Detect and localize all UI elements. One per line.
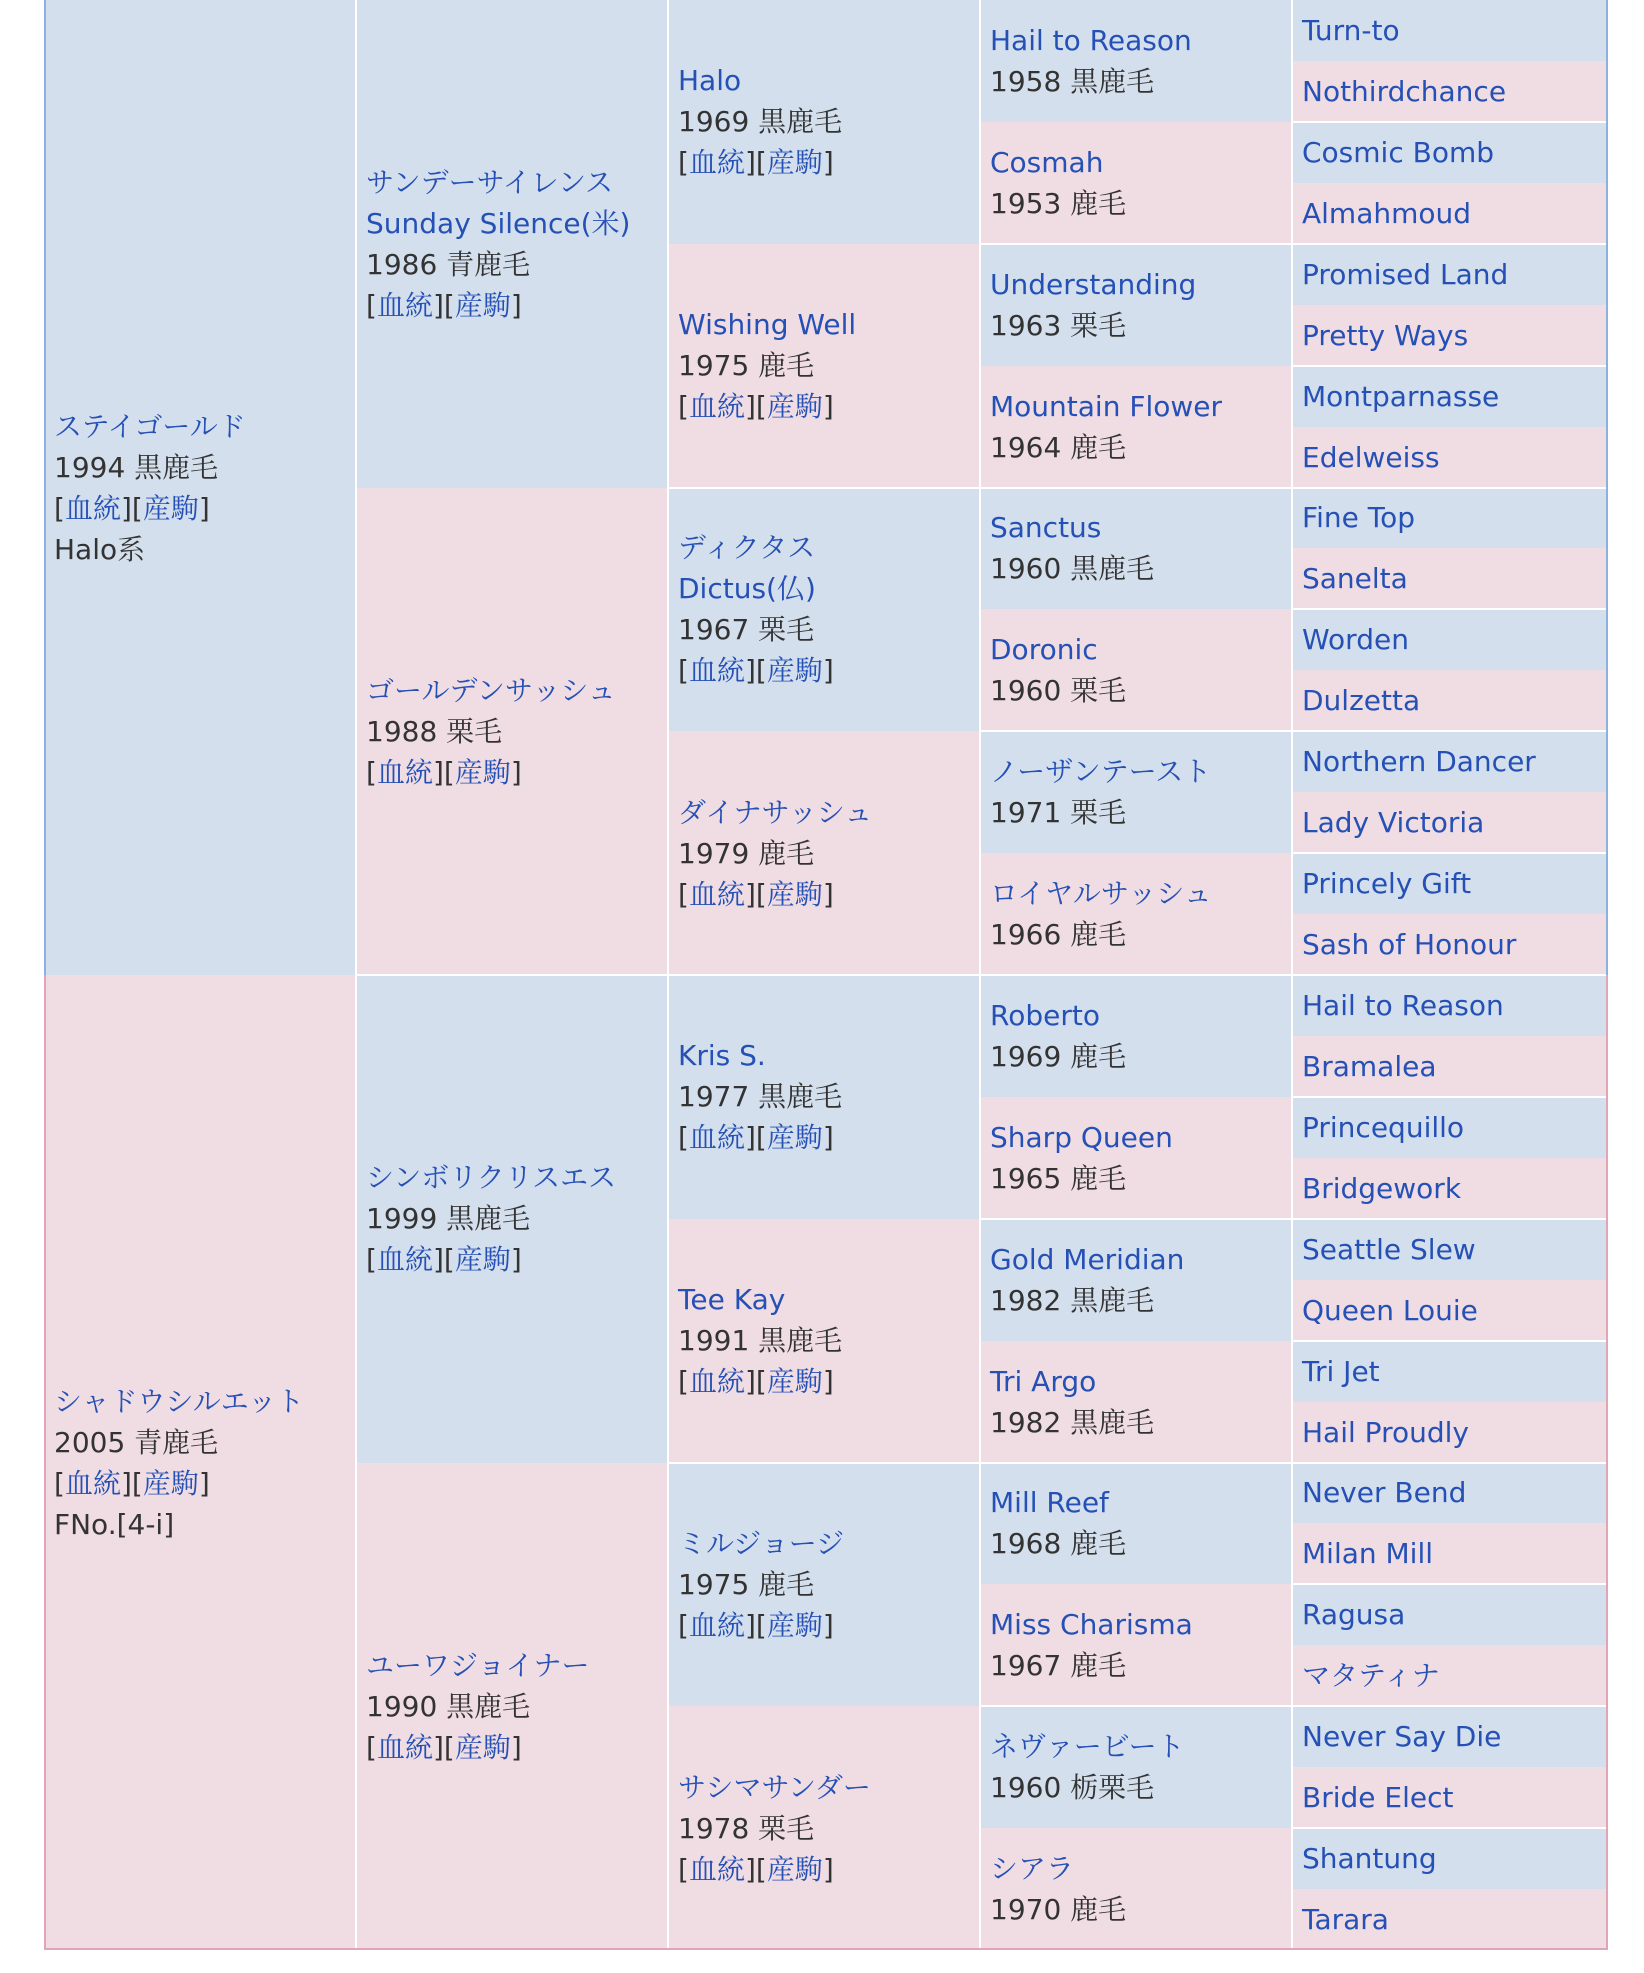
horse-name-link[interactable]: Edelweiss	[1302, 440, 1440, 474]
bracket-close: ][	[432, 1730, 455, 1764]
horse-birth-year-color: 1967 栗毛	[678, 613, 815, 647]
horse-cell-gen1	[44, 0, 356, 975]
horse-cell-gen5	[1292, 1402, 1608, 1463]
horse-links	[54, 488, 356, 529]
horse-birth-year-color: 1977 黒鹿毛	[678, 1080, 843, 1114]
horse-name-link[interactable]: Roberto	[990, 998, 1100, 1032]
horse-birth-year-color: 1975 鹿毛	[678, 349, 815, 383]
progeny-link[interactable]: 産駒	[766, 877, 823, 911]
progeny-link[interactable]: 産駒	[454, 288, 511, 322]
bracket-close: ]	[822, 654, 834, 688]
bracket-close: ]	[822, 390, 834, 424]
horse-name-link[interactable]: ネヴァービート	[990, 1730, 1185, 1764]
bracket-open: [	[54, 1466, 65, 1500]
lineage-link[interactable]: 血統	[688, 1852, 745, 1886]
horse-name-link[interactable]: ユーワジョイナー	[366, 1648, 590, 1682]
bracket-open: [	[678, 146, 689, 180]
row-divider	[1292, 1462, 1608, 1464]
horse-cell-gen5	[1292, 61, 1608, 122]
horse-birth-year-color: 1988 栗毛	[366, 714, 503, 748]
row-divider	[1292, 1340, 1608, 1342]
progeny-link[interactable]: 産駒	[454, 1243, 511, 1277]
horse-birth-year-color: 1999 黒鹿毛	[366, 1202, 531, 1236]
horse-cell-gen5	[1292, 731, 1608, 792]
horse-cell-gen5	[1292, 1584, 1608, 1645]
horse-links	[678, 1361, 980, 1402]
horse-name-link[interactable]: Fine Top	[1302, 501, 1415, 535]
progeny-link[interactable]: 産駒	[766, 1852, 823, 1886]
horse-cell-gen5	[1292, 244, 1608, 305]
bracket-close: ]	[510, 755, 522, 789]
horse-name-link[interactable]: ノーザンテースト	[990, 755, 1212, 789]
horse-name-link[interactable]: Dulzetta	[1302, 684, 1421, 718]
horse-cell-gen2	[356, 488, 668, 976]
horse-cell-gen1	[44, 975, 356, 1950]
horse-name-link[interactable]: ステイゴールド	[54, 409, 246, 443]
bracket-close: ][	[432, 1243, 455, 1277]
horse-name-link[interactable]: Kris S.	[678, 1039, 766, 1073]
horse-birth-year-color: 2005 青鹿毛	[54, 1425, 219, 1459]
horse-cell-gen3	[668, 731, 980, 975]
horse-cell-gen5	[1292, 792, 1608, 853]
horse-name-link[interactable]: Doronic	[990, 633, 1098, 667]
lineage-link[interactable]: 血統	[376, 1730, 433, 1764]
horse-cell-gen3	[668, 1219, 980, 1463]
horse-name-link[interactable]: ダイナサッシュ	[678, 795, 873, 829]
bracket-open: [	[366, 1730, 377, 1764]
horse-name-link[interactable]: Pretty Ways	[1302, 318, 1469, 352]
lineage-link[interactable]: 血統	[376, 288, 433, 322]
row-divider	[1292, 1827, 1608, 1829]
horse-name-link[interactable]: シンボリクリスエス	[366, 1161, 617, 1195]
horse-links	[678, 1849, 980, 1890]
horse-cell-gen4	[980, 488, 1292, 610]
bracket-close: ]	[822, 146, 834, 180]
horse-name-english-link[interactable]: Sunday Silence(米)	[366, 206, 631, 240]
horse-birth-year-color: 1991 黒鹿毛	[678, 1324, 843, 1358]
horse-name-link[interactable]: Shantung	[1302, 1842, 1437, 1876]
bracket-open: [	[678, 654, 689, 688]
horse-birth-year-color: 1953 鹿毛	[990, 186, 1127, 220]
horse-birth-year-color: 1960 黒鹿毛	[990, 552, 1155, 586]
horse-cell-gen5	[1292, 1280, 1608, 1341]
horse-name-link[interactable]: Seattle Slew	[1302, 1232, 1476, 1266]
horse-name-link[interactable]: Montparnasse	[1302, 379, 1500, 413]
horse-cell-gen4	[980, 1097, 1292, 1219]
progeny-link[interactable]: 産駒	[766, 1608, 823, 1642]
horse-cell-gen4	[980, 1584, 1292, 1706]
horse-name-link[interactable]: Cosmic Bomb	[1302, 135, 1495, 169]
horse-birth-year-color: 1970 鹿毛	[990, 1893, 1127, 1927]
horse-birth-year-color: 1982 黒鹿毛	[990, 1283, 1155, 1317]
horse-cell-gen5	[1292, 366, 1608, 427]
horse-note: Halo系	[54, 532, 146, 566]
horse-links	[366, 285, 668, 326]
horse-name-link[interactable]: Hail to Reason	[1302, 988, 1504, 1022]
horse-birth-year-color: 1982 黒鹿毛	[990, 1405, 1155, 1439]
horse-name-link[interactable]: Wishing Well	[678, 308, 857, 342]
lineage-link[interactable]: 血統	[376, 1243, 433, 1277]
horse-birth-year-color: 1968 鹿毛	[990, 1527, 1127, 1561]
horse-cell-gen4	[980, 244, 1292, 366]
bracket-close: ]	[198, 491, 210, 525]
bracket-close: ][	[744, 877, 767, 911]
horse-cell-gen5	[1292, 1097, 1608, 1158]
row-divider	[1292, 974, 1608, 976]
bracket-close: ][	[432, 288, 455, 322]
horse-cell-gen5	[1292, 670, 1608, 731]
horse-name-link[interactable]: Tarara	[1302, 1903, 1389, 1937]
row-divider	[1292, 1218, 1608, 1220]
horse-links	[678, 1117, 980, 1158]
horse-name-link[interactable]: Sanctus	[990, 511, 1102, 545]
horse-birth-year-color: 1967 鹿毛	[990, 1649, 1127, 1683]
horse-cell-gen5	[1292, 122, 1608, 183]
horse-cell-gen5	[1292, 914, 1608, 975]
bracket-open: [	[678, 877, 689, 911]
progeny-link[interactable]: 産駒	[766, 1121, 823, 1155]
lineage-link[interactable]: 血統	[688, 1608, 745, 1642]
row-divider	[1292, 1096, 1608, 1098]
horse-birth-year-color: 1969 鹿毛	[990, 1039, 1127, 1073]
horse-name-link[interactable]: Sash of Honour	[1302, 928, 1517, 962]
horse-cell-gen4	[980, 0, 1292, 122]
horse-cell-gen5	[1292, 1158, 1608, 1219]
horse-cell-gen5	[1292, 1036, 1608, 1097]
horse-birth-year-color: 1979 鹿毛	[678, 836, 815, 870]
bracket-close: ][	[120, 491, 143, 525]
horse-note: FNo.[4-i]	[54, 1507, 175, 1541]
horse-name-link[interactable]: Tri Jet	[1302, 1354, 1380, 1388]
bracket-open: [	[366, 288, 377, 322]
bracket-close: ][	[744, 654, 767, 688]
horse-links	[366, 752, 668, 793]
row-divider	[1292, 730, 1608, 732]
horse-name-link[interactable]: Hail Proudly	[1302, 1415, 1469, 1449]
horse-name-link[interactable]: Cosmah	[990, 145, 1104, 179]
progeny-link[interactable]: 産駒	[766, 146, 823, 180]
horse-birth-year-color: 1963 栗毛	[990, 308, 1127, 342]
horse-cell-gen4	[980, 1341, 1292, 1463]
horse-birth-year-color: 1978 栗毛	[678, 1811, 815, 1845]
horse-cell-gen4	[980, 609, 1292, 731]
horse-name-link[interactable]: ディクタス	[678, 531, 816, 565]
lineage-link[interactable]: 血統	[688, 1365, 745, 1399]
horse-cell-gen5	[1292, 305, 1608, 366]
bracket-open: [	[366, 755, 377, 789]
horse-cell-gen5	[1292, 1889, 1608, 1950]
horse-name-link[interactable]: シアラ	[990, 1852, 1075, 1886]
horse-name-link[interactable]: Understanding	[990, 267, 1197, 301]
bracket-close: ][	[744, 1852, 767, 1886]
horse-cell-gen2	[356, 1463, 668, 1951]
horse-links	[366, 1239, 668, 1280]
horse-name-link[interactable]: Ragusa	[1302, 1598, 1406, 1632]
horse-birth-year-color: 1975 鹿毛	[678, 1567, 815, 1601]
horse-name-link[interactable]: Almahmoud	[1302, 196, 1472, 230]
horse-name-link[interactable]: Northern Dancer	[1302, 745, 1536, 779]
row-divider	[1292, 243, 1608, 245]
horse-birth-year-color: 1965 鹿毛	[990, 1161, 1127, 1195]
horse-name-link[interactable]: Tee Kay	[678, 1283, 786, 1317]
horse-cell-gen5	[1292, 1219, 1608, 1280]
horse-name-link[interactable]: ロイヤルサッシュ	[990, 877, 1212, 911]
horse-cell-gen3	[668, 244, 980, 488]
horse-links	[678, 1605, 980, 1646]
horse-cell-gen4	[980, 1463, 1292, 1585]
horse-cell-gen2	[356, 975, 668, 1463]
horse-cell-gen5	[1292, 1767, 1608, 1828]
horse-cell-gen4	[980, 975, 1292, 1097]
progeny-link[interactable]: 産駒	[142, 491, 199, 525]
horse-links	[54, 1463, 356, 1504]
pedigree-table	[44, 0, 1608, 1950]
horse-cell-gen5	[1292, 548, 1608, 609]
horse-cell-gen5	[1292, 1706, 1608, 1767]
horse-name-link[interactable]: ゴールデンサッシュ	[366, 673, 616, 707]
horse-name-link[interactable]: Bride Elect	[1302, 1781, 1454, 1815]
horse-birth-year-color: 1966 鹿毛	[990, 918, 1127, 952]
bracket-open: [	[678, 1608, 689, 1642]
bracket-close: ]	[822, 1365, 834, 1399]
horse-birth-year-color: 1994 黒鹿毛	[54, 450, 219, 484]
bracket-open: [	[678, 1365, 689, 1399]
progeny-link[interactable]: 産駒	[454, 1730, 511, 1764]
horse-cell-gen5	[1292, 427, 1608, 488]
horse-name-link[interactable]: Never Say Die	[1302, 1720, 1502, 1754]
horse-name-link[interactable]: Worden	[1302, 623, 1409, 657]
bracket-open: [	[54, 491, 65, 525]
horse-cell-gen5	[1292, 0, 1608, 61]
horse-cell-gen5	[1292, 1828, 1608, 1889]
bracket-close: ]	[510, 288, 522, 322]
row-divider	[1292, 365, 1608, 367]
horse-cell-gen5	[1292, 183, 1608, 244]
horse-name-link[interactable]: Sharp Queen	[990, 1120, 1173, 1154]
bracket-close: ][	[744, 1121, 767, 1155]
row-divider	[1292, 1583, 1608, 1585]
progeny-link[interactable]: 産駒	[454, 755, 511, 789]
horse-name-link[interactable]: サシマサンダー	[678, 1770, 871, 1804]
horse-name-link[interactable]: Gold Meridian	[990, 1242, 1185, 1276]
horse-links	[678, 874, 980, 915]
horse-cell-gen5	[1292, 488, 1608, 549]
horse-name-link[interactable]: Lady Victoria	[1302, 806, 1485, 840]
bracket-close: ]	[822, 1852, 834, 1886]
horse-name-link[interactable]: Bramalea	[1302, 1049, 1437, 1083]
horse-birth-year-color: 1960 栃栗毛	[990, 1771, 1155, 1805]
row-divider	[1292, 608, 1608, 610]
bracket-close: ][	[744, 390, 767, 424]
horse-birth-year-color: 1990 黒鹿毛	[366, 1689, 531, 1723]
row-divider	[1292, 121, 1608, 123]
horse-birth-year-color: 1971 栗毛	[990, 796, 1127, 830]
horse-cell-gen4	[980, 1219, 1292, 1341]
horse-links	[678, 650, 980, 691]
horse-name-link[interactable]: Princequillo	[1302, 1110, 1465, 1144]
horse-cell-gen5	[1292, 1645, 1608, 1706]
horse-name-link[interactable]: Nothirdchance	[1302, 74, 1507, 108]
bracket-open: [	[678, 1121, 689, 1155]
lineage-link[interactable]: 血統	[688, 146, 745, 180]
row-divider	[1292, 487, 1608, 489]
horse-cell-gen5	[1292, 1523, 1608, 1584]
horse-links	[678, 142, 980, 183]
horse-links	[678, 386, 980, 427]
horse-name-link[interactable]: Bridgework	[1302, 1171, 1462, 1205]
bracket-open: [	[366, 1243, 377, 1277]
bracket-close: ]	[822, 877, 834, 911]
horse-name-link[interactable]: Never Bend	[1302, 1476, 1467, 1510]
horse-birth-year-color: 1958 黒鹿毛	[990, 64, 1155, 98]
bracket-close: ][	[120, 1466, 143, 1500]
progeny-link[interactable]: 産駒	[766, 654, 823, 688]
horse-cell-gen5	[1292, 1341, 1608, 1402]
horse-name-link[interactable]: ミルジョージ	[678, 1526, 845, 1560]
horse-name-link[interactable]: Promised Land	[1302, 257, 1509, 291]
bracket-close: ][	[744, 1365, 767, 1399]
horse-links	[366, 1727, 668, 1768]
horse-cell-gen4	[980, 731, 1292, 853]
horse-cell-gen3	[668, 0, 980, 244]
progeny-link[interactable]: 産駒	[142, 1466, 199, 1500]
horse-name-english-link[interactable]: Dictus(仏)	[678, 572, 816, 606]
lineage-link[interactable]: 血統	[688, 390, 745, 424]
bracket-close: ]	[822, 1121, 834, 1155]
bracket-close: ]	[510, 1730, 522, 1764]
horse-cell-gen4	[980, 366, 1292, 488]
bracket-close: ]	[198, 1466, 210, 1500]
horse-name-link[interactable]: Mill Reef	[990, 1486, 1109, 1520]
horse-name-link[interactable]: Milan Mill	[1302, 1537, 1434, 1571]
row-divider	[1292, 852, 1608, 854]
bracket-close: ][	[432, 755, 455, 789]
lineage-link[interactable]: 血統	[376, 755, 433, 789]
horse-cell-gen3	[668, 488, 980, 732]
horse-name-link[interactable]: Turn-to	[1302, 13, 1400, 47]
horse-cell-gen2	[356, 0, 668, 488]
horse-birth-year-color: 1960 栗毛	[990, 674, 1127, 708]
horse-cell-gen4	[980, 122, 1292, 244]
horse-name-link[interactable]: Princely Gift	[1302, 867, 1472, 901]
horse-cell-gen4	[980, 853, 1292, 975]
horse-name-link[interactable]: Halo	[678, 64, 742, 98]
progeny-link[interactable]: 産駒	[766, 1365, 823, 1399]
horse-name-link[interactable]: Sanelta	[1302, 562, 1408, 596]
horse-birth-year-color: 1986 青鹿毛	[366, 247, 531, 281]
horse-cell-gen4	[980, 1828, 1292, 1950]
horse-cell-gen5	[1292, 975, 1608, 1036]
horse-cell-gen5	[1292, 853, 1608, 914]
horse-name-link[interactable]: サンデーサイレンス	[366, 165, 614, 199]
lineage-link[interactable]: 血統	[688, 654, 745, 688]
bracket-close: ]	[510, 1243, 522, 1277]
horse-name-link[interactable]: Hail to Reason	[990, 23, 1192, 57]
horse-cell-gen4	[980, 1706, 1292, 1828]
horse-name-link[interactable]: Tri Argo	[990, 1364, 1097, 1398]
horse-name-link[interactable]: シャドウシルエット	[54, 1384, 305, 1418]
horse-birth-year-color: 1969 黒鹿毛	[678, 105, 843, 139]
horse-cell-gen3	[668, 1463, 980, 1707]
progeny-link[interactable]: 産駒	[766, 390, 823, 424]
bracket-open: [	[678, 1852, 689, 1886]
lineage-link[interactable]: 血統	[64, 1466, 121, 1500]
lineage-link[interactable]: 血統	[688, 877, 745, 911]
horse-cell-gen3	[668, 1706, 980, 1950]
horse-name-link[interactable]: Mountain Flower	[990, 389, 1222, 423]
horse-birth-year-color: 1964 鹿毛	[990, 430, 1127, 464]
bracket-close: ][	[744, 1608, 767, 1642]
bracket-close: ]	[822, 1608, 834, 1642]
row-divider	[1292, 1705, 1608, 1707]
horse-cell-gen3	[668, 975, 980, 1219]
bracket-close: ][	[744, 146, 767, 180]
horse-name-link[interactable]: マタティナ	[1302, 1659, 1440, 1693]
horse-name-link[interactable]: Miss Charisma	[990, 1608, 1193, 1642]
horse-cell-gen5	[1292, 609, 1608, 670]
lineage-link[interactable]: 血統	[688, 1121, 745, 1155]
bracket-open: [	[678, 390, 689, 424]
horse-name-link[interactable]: Queen Louie	[1302, 1293, 1478, 1327]
horse-cell-gen5	[1292, 1463, 1608, 1524]
lineage-link[interactable]: 血統	[64, 491, 121, 525]
